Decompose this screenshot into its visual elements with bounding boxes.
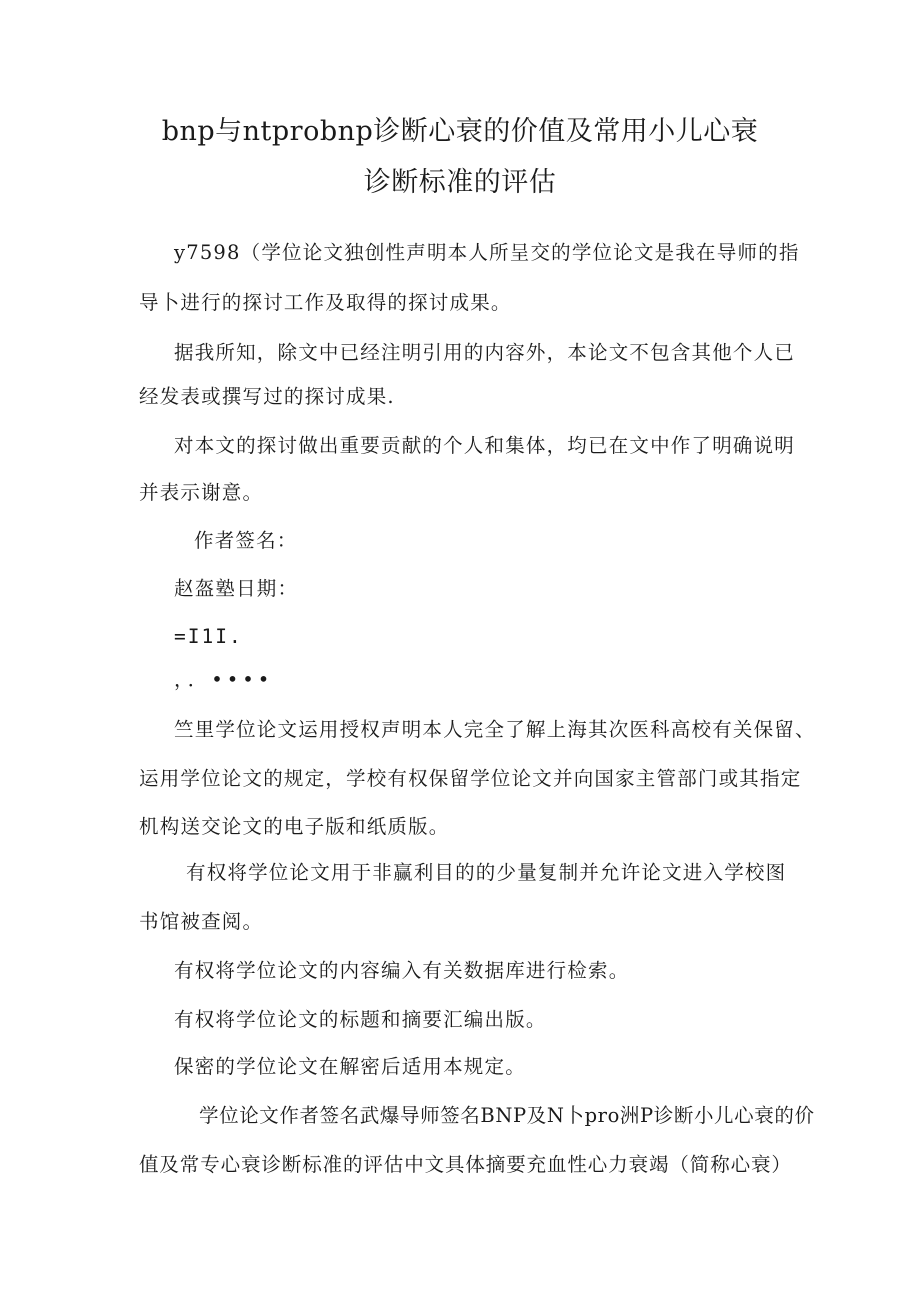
signature-date-label: 赵盔塾日期： [174,577,299,600]
declaration-text-line: 并表示谢意。 [139,481,264,504]
authorization-text-line: 保密的学位论文在解密后适用本规定。 [174,1055,526,1078]
declaration-text-line: 导卜进行的探讨工作及取得的探讨成果。 [139,291,512,314]
authorization-text-line: 有权将学位论文用于非赢利目的的少量复制并允许论文进入学校图 [186,861,787,884]
authorization-text-line: 机构送交论文的电子版和纸质版。 [139,815,450,838]
declaration-text-line: 据我所知，除文中已经注明引用的内容外，本论文不包含其他个人已 [174,341,796,364]
author-signature-label: 作者签名： [194,529,298,552]
authorization-text-line: 书馆被查阅。 [139,910,264,933]
authorization-text-line: 竺里学位论文运用授权声明本人完全了解上海其次医科高校有关保留、 [174,718,816,741]
declaration-text-line: y7598（学位论文独创性声明本人所呈交的学位论文是我在导师的指 [174,241,800,264]
abstract-text-line: 值及常专心衰诊断标准的评估中文具体摘要充血性心力衰竭（简称心衰） [139,1153,792,1176]
authorization-text-line: 有权将学位论文的内容编入有关数据库进行检索。 [174,959,630,982]
scanned-artifact-text: =I1I. [174,625,243,648]
scanned-artifact-dots: ，．•••• [174,668,274,691]
declaration-text-line: 对本文的探讨做出重要贡献的个人和集体，均已在文中作了明确说明 [174,434,796,457]
authorization-text-line: 运用学位论文的规定，学校有权保留学位论文并向国家主管部门或其指定 [139,767,802,790]
document-title-line-1: bnp与ntprobnp诊断心衰的价值及常用小儿心衰 [161,116,759,147]
declaration-text-line: 经发表或撰写过的探讨成果. [139,385,395,408]
authorization-text-line: 有权将学位论文的标题和摘要汇编出版。 [174,1008,547,1031]
document-title-line-2: 诊断标准的评估 [363,167,557,198]
signature-and-abstract-line: 学位论文作者签名武爆导师签名BNP及N卜pro洲P诊断小儿心衰的价 [199,1104,815,1127]
